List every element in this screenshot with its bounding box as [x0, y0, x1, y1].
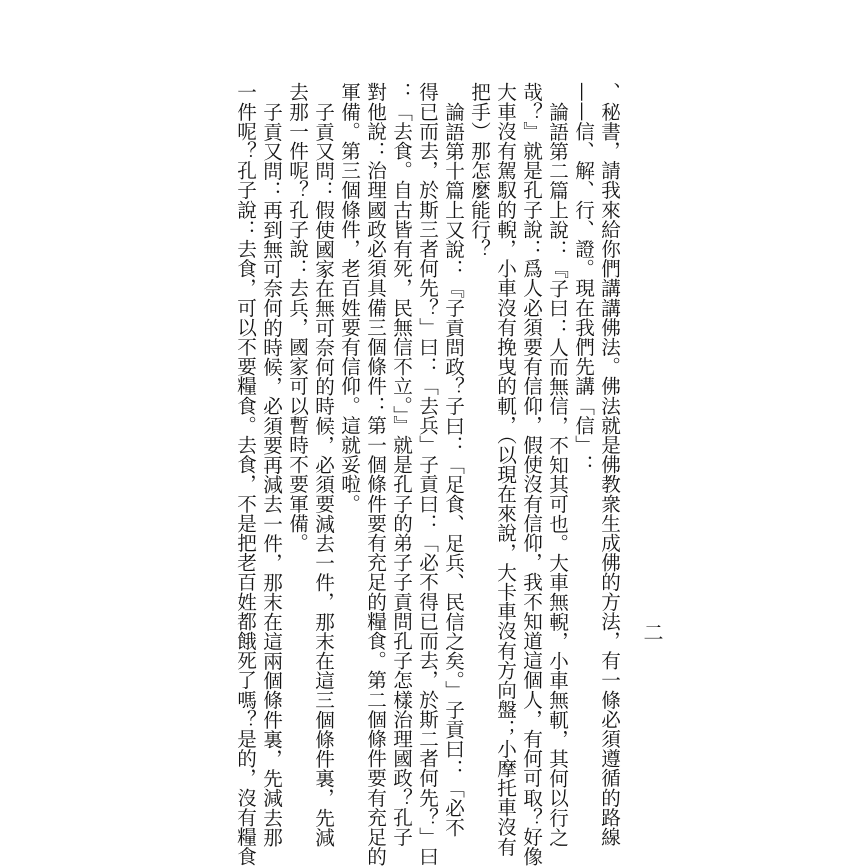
- text-column-6: 把手）那怎麼能行？: [467, 82, 491, 259]
- text-column-4: 哉？』就是孔子說：爲人必須要有信仰，假使沒有信仰，我不知道這個人，有何可取？好像: [519, 82, 543, 866]
- text-column-1: 、秘書，請我來給你們講講佛法。佛法就是佛教衆生成佛的方法，有一條必須遵循的路線: [597, 82, 621, 847]
- text-column-2: ——信、解、行、證。現在我們先講「信」：: [571, 82, 595, 474]
- text-column-15: 一件呢？孔子說：去食，可以不要糧食。去食，不是把老百姓都餓死了嗎？是的，沒有糧食: [233, 82, 257, 866]
- text-column-9: ：「去食。自古皆有死，民無信不立。」』就是孔子的弟子子貢問孔子怎樣治理國政？孔子: [389, 82, 413, 847]
- text-column-13: 去那一件呢？孔子說：去兵，國家可以暫時不要軍備。: [285, 82, 309, 553]
- text-column-5: 大車沒有駕馭的輗，小車沒有挽曳的軏，（以現在來說，大卡車沒有方向盤；小摩托車沒有: [493, 82, 517, 857]
- text-column-10: 對他說：治理國政必須具備三個條件：第一個條件要有充足的糧食。第二個條件要有充足的: [363, 82, 387, 866]
- text-column-3: 論語第二篇上說：『子曰：人而無信，不知其可也。大車無輗，小車無軏，其何以行之: [545, 102, 569, 847]
- text-column-8: 得已而去，於斯三者何先？」曰：「去兵」子貢曰：「必不得已而去，於斯二者何先？」曰: [415, 82, 439, 866]
- page-number: 二: [640, 622, 664, 642]
- text-column-11: 軍備。第三個條件，老百姓要有信仰。這就妥啦。: [337, 82, 361, 514]
- text-column-12: 子貢又問：假使國家在無可奈何的時候，必須要減去一件，那末在這三個條件裏，先減: [311, 102, 335, 847]
- text-column-7: 論語第十篇上又說：『子貢問政？子曰：「足食、足兵、民信之矣。」子貢曰：「必不: [441, 102, 465, 837]
- text-column-14: 子貢又問：再到無可奈何的時候，必須要再減去一件，那末在這兩個條件裏，先減去那: [259, 102, 283, 847]
